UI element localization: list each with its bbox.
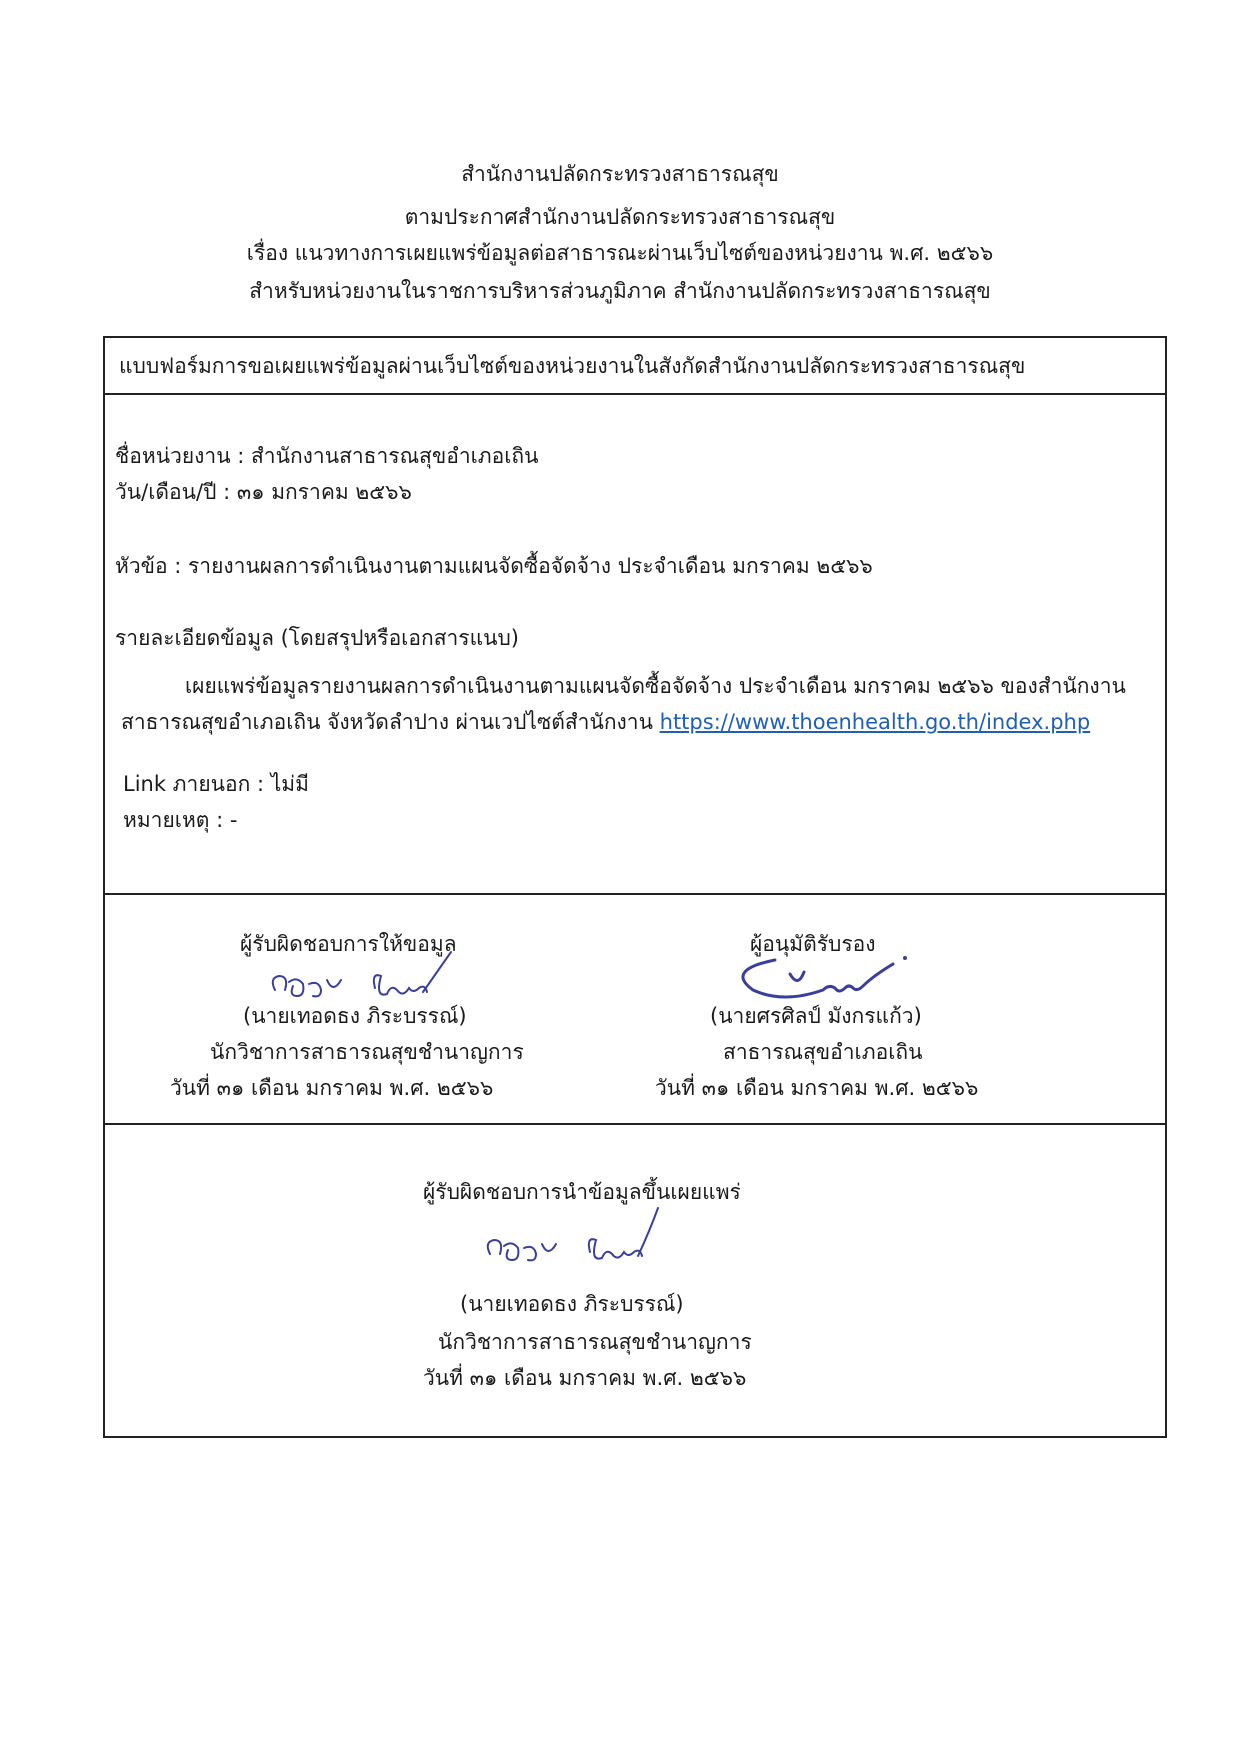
publisher-role: ผู้รับผิดชอบการนำข้อมูลขึ้นเผยแพร่ xyxy=(423,1180,741,1204)
approver-position: สาธารณสุขอำเภอเถิน xyxy=(723,1040,923,1064)
details-url-link[interactable]: https://www.thoenhealth.go.th/index.php xyxy=(659,710,1091,734)
form-frame xyxy=(103,336,1167,1438)
provider-role: ผู้รับผิดชอบการให้ขอมูล xyxy=(240,932,457,956)
form-title: แบบฟอร์มการขอเผยแพร่ข้อมูลผ่านเว็บไซต์ของหน่วยงานในสังกัดสำนักงานปลัดกระทรวงสาธารณสุข xyxy=(119,354,1026,378)
agency-name: ชื่อหน่วยงาน : สำนักงานสาธารณสุขอำเภอเถิน xyxy=(115,444,539,468)
external-link: Link ภายนอก : ไม่มี xyxy=(123,772,309,796)
approver-role: ผู้อนุมัติรับรอง xyxy=(750,932,876,956)
form-date: วัน/เดือน/ปี : ๓๑ มกราคม ๒๕๖๖ xyxy=(115,480,412,504)
header-subject: เรื่อง แนวทางการเผยแพร่ข้อมูลต่อสาธารณะผ่านเว็บไซต์ของหน่วยงาน พ.ศ. ๒๕๖๖ xyxy=(246,241,994,265)
signature-icon xyxy=(460,1204,690,1294)
details-text-line2-body: สาธารณสุขอำเภอเถิน จังหวัดลำปาง ผ่านเวปไซต์สำนักงาน xyxy=(121,710,653,734)
header-scope: สำหรับหน่วยงานในราชการบริหารส่วนภูมิภาค สำนักงานปลัดกระทรวงสาธารณสุข xyxy=(249,279,991,303)
form-topic: หัวข้อ : รายงานผลการดำเนินงานตามแผนจัดซื้อจัดจ้าง ประจำเดือน มกราคม ๒๕๖๖ xyxy=(115,554,873,578)
publisher-signature xyxy=(460,1204,690,1294)
header-announcement: ตามประกาศสำนักงานปลัดกระทรวงสาธารณสุข xyxy=(404,205,836,229)
approver-date: วันที่ ๓๑ เดือน มกราคม พ.ศ. ๒๕๖๖ xyxy=(655,1076,979,1100)
publisher-date: วันที่ ๓๑ เดือน มกราคม พ.ศ. ๒๕๖๖ xyxy=(423,1366,747,1390)
divider xyxy=(105,893,1165,895)
details-label: รายละเอียดข้อมูล (โดยสรุปหรือเอกสารแนบ) xyxy=(115,626,519,650)
divider xyxy=(105,1123,1165,1125)
header-agency: สำนักงานปลัดกระทรวงสาธารณสุข xyxy=(461,162,779,186)
provider-position: นักวิชาการสาธารณสุขชำนาญการ xyxy=(210,1040,524,1064)
approver-name: (นายศรศิลป์ มังกรแก้ว) xyxy=(710,1004,922,1028)
details-text-line2 xyxy=(121,706,1090,739)
divider xyxy=(105,393,1165,395)
provider-date: วันที่ ๓๑ เดือน มกราคม พ.ศ. ๒๕๖๖ xyxy=(170,1076,494,1100)
provider-name: (นายเทอดธง ภิระบรรณ์) xyxy=(243,1004,467,1028)
remark: หมายเหตุ : - xyxy=(123,808,238,832)
publisher-position: นักวิชาการสาธารณสุขชำนาญการ xyxy=(438,1330,752,1354)
publisher-name: (นายเทอดธง ภิระบรรณ์) xyxy=(460,1292,684,1316)
details-text-line1: เผยแพร่ข้อมูลรายงานผลการดำเนินงานตามแผนจัดซื้อจัดจ้าง ประจำเดือน มกราคม ๒๕๖๖ ของสำนักงาน xyxy=(185,674,1126,698)
